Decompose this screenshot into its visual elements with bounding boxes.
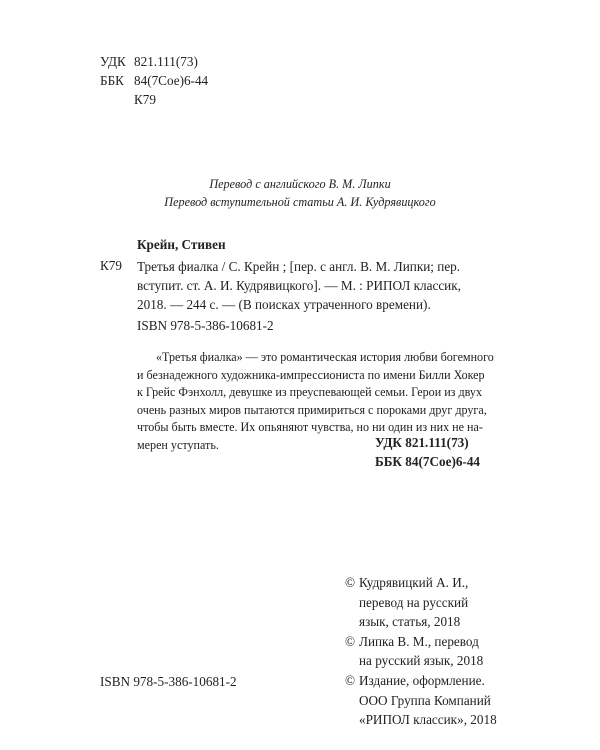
udk-label: УДК	[100, 54, 126, 69]
biblio-line: 2018. — 244 с. — (В поисках утраченного времени).	[137, 297, 431, 312]
annotation-line: «Третья фиалка» — это романтическая история любви богемного	[156, 350, 494, 364]
copyright-line: Кудрявицкий А. И.,	[359, 575, 469, 590]
annotation-line: к Грейс Фэнхолл, девушке из преуспевающей семьи. Герои из двух	[137, 385, 483, 399]
copyright-icon: ©	[345, 633, 356, 649]
copyright-line: «РИПОЛ классик», 2018	[359, 712, 497, 728]
bibliographic-description	[137, 257, 487, 314]
copyright-icon: ©	[345, 575, 356, 590]
annotation-line: чтобы быть вместе. Их опьяняют чувства, но ни один из них не на-	[137, 420, 483, 434]
isbn-text: ISBN 978-5-386-10681-2	[137, 318, 274, 333]
copyright-line: перевод на русский	[359, 594, 469, 610]
biblio-line: вступит. ст. А. И. Кудрявицкого]. — М. : РИПОЛ классик,	[137, 278, 461, 293]
copyright-entry	[345, 573, 497, 632]
author-mark: К79	[134, 92, 156, 107]
translator-line: Перевод с английского В. М. Липки	[209, 177, 391, 191]
annotation-line: мерен уступать.	[137, 437, 219, 452]
translator-line: Перевод вступительной статьи А. И. Кудрявицкого	[164, 195, 436, 209]
copyright-line: на русский язык, 2018	[359, 653, 484, 669]
copyright-icon: ©	[345, 672, 356, 688]
card-classification-codes	[375, 433, 480, 471]
udk-value: 821.111(73)	[134, 54, 198, 69]
translator-credits	[0, 175, 600, 211]
copyright-entry	[345, 632, 497, 671]
copyright-line: язык, статья, 2018	[359, 614, 461, 630]
copyright-line: Издание, оформление.	[359, 672, 485, 688]
author-mark-row	[100, 90, 208, 109]
classification-codes	[100, 52, 208, 109]
bbk-full: ББК 84(7Сое)6-44	[375, 454, 481, 469]
copyright-line: ООО Группа Компаний	[359, 692, 491, 708]
copyright-line: Липка В. М., перевод	[359, 633, 479, 649]
bbk-row	[100, 71, 208, 90]
card-author-mark: К79	[100, 258, 122, 273]
isbn-bottom: ISBN 978-5-386-10681-2	[100, 674, 237, 689]
copyright-entry	[345, 671, 497, 730]
bbk-value: 84(7Сое)6-44	[134, 73, 209, 88]
udk-full: УДК 821.111(73)	[375, 435, 469, 450]
udk-row	[100, 52, 208, 71]
bbk-label: ББК	[100, 73, 124, 88]
author-name: Крейн, Стивен	[137, 237, 226, 252]
annotation-line: и безнадежного художника-импрессиониста по имени Билли Хокер	[137, 367, 485, 382]
biblio-line: Третья фиалка / С. Крейн ; [пер. с англ. В. М. Липки; пер.	[137, 259, 461, 274]
copyright-block	[345, 573, 497, 730]
annotation-line: очень разных миров пытаются примириться с пороками друг друга,	[137, 402, 487, 417]
